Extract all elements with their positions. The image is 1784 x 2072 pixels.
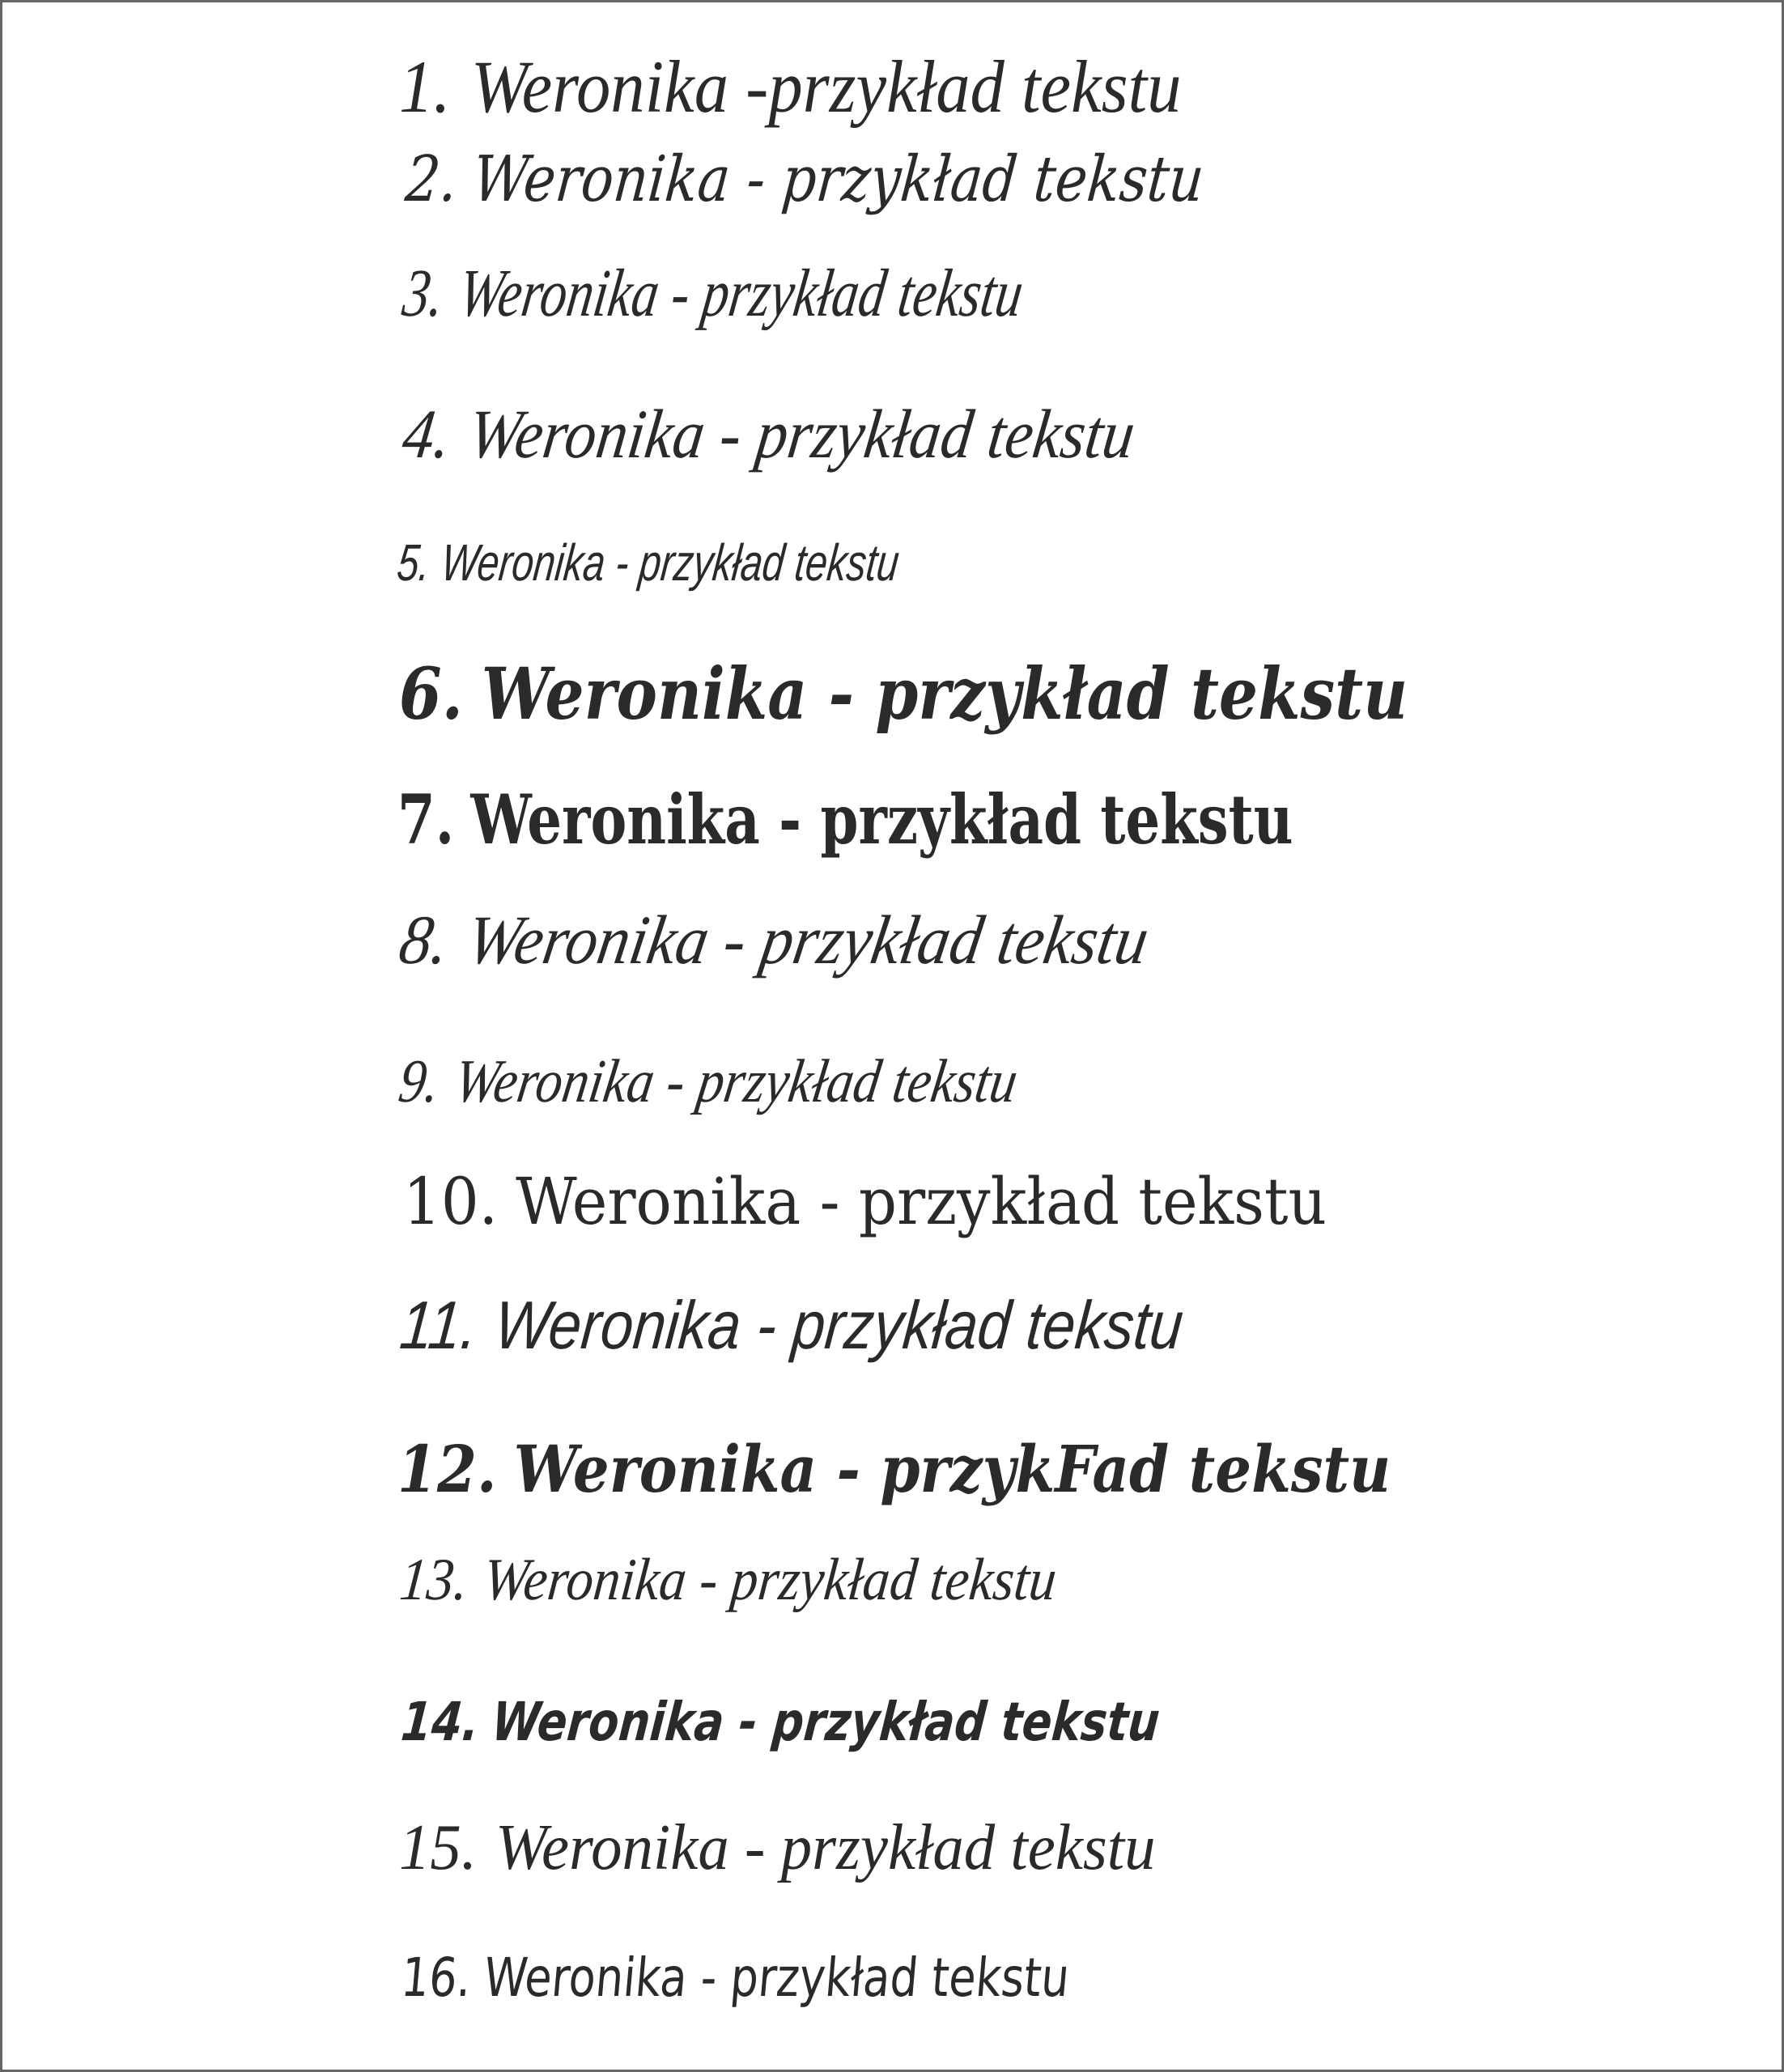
sample-text: Weronika - przykład tekstu xyxy=(516,1164,1327,1239)
sample-text: Weronika - przykład tekstu xyxy=(491,1287,1187,1363)
sample-text: Weronika - przykład tekstu xyxy=(439,533,903,592)
sample-number: 8. xyxy=(394,901,456,979)
sample-text: Weronika - przykład tekstu xyxy=(464,395,1140,473)
sample-number: 10. xyxy=(403,1164,499,1239)
sample-number: 4. xyxy=(398,395,456,473)
font-sample-10 xyxy=(403,1164,1327,1239)
sample-number: 11. xyxy=(397,1287,482,1363)
sample-number: 6. xyxy=(399,652,464,736)
font-sample-16 xyxy=(398,1947,1073,2009)
sample-number: 9. xyxy=(394,1047,445,1115)
font-sample-2 xyxy=(402,143,1208,216)
font-sample-4 xyxy=(398,395,1140,473)
font-sample-1 xyxy=(399,45,1182,128)
sample-text: Weronika - przykład tekstu xyxy=(469,143,1208,216)
font-sample-11 xyxy=(397,1287,1187,1363)
sample-number: 7. xyxy=(397,779,455,860)
sample-number: 5. xyxy=(394,533,434,592)
font-sample-7 xyxy=(397,779,1293,860)
sample-text: Weronika - przykład tekstu xyxy=(480,1547,1060,1613)
sample-number: 13. xyxy=(397,1547,471,1613)
font-sample-14 xyxy=(398,1691,1162,1753)
font-sample-6 xyxy=(399,652,1408,736)
sample-number: 14. xyxy=(398,1691,482,1753)
font-sample-13 xyxy=(397,1547,1060,1613)
sample-number: 16. xyxy=(398,1947,474,2009)
sample-text: Weronika - przykład tekstu xyxy=(470,779,1293,860)
sample-text: Weronika - przykFad tekstu xyxy=(513,1431,1391,1507)
sample-text: Weronika - przykład tekstu xyxy=(450,1047,1022,1115)
font-sample-9 xyxy=(394,1047,1022,1115)
sample-number: 1. xyxy=(399,45,451,128)
sample-text: Weronika - przykład tekstu xyxy=(461,901,1154,979)
sample-number: 12. xyxy=(397,1431,497,1507)
font-sample-15 xyxy=(399,1812,1156,1883)
font-sample-8 xyxy=(394,901,1154,979)
sample-number: 2. xyxy=(402,143,461,216)
sample-text: Weronika -przykład tekstu xyxy=(470,45,1182,128)
sample-number: 15. xyxy=(399,1812,477,1883)
font-sample-3 xyxy=(398,256,1028,331)
sample-text: Weronika - przykład tekstu xyxy=(454,256,1028,331)
font-sample-5 xyxy=(394,533,903,592)
sample-text: Weronika - przykład tekstu xyxy=(489,1691,1162,1753)
sample-text: Weronika - przykład tekstu xyxy=(481,652,1408,736)
font-sample-12 xyxy=(397,1431,1391,1507)
sample-text: Weronika - przykład tekstu xyxy=(495,1812,1156,1883)
sample-number: 3. xyxy=(398,256,449,331)
sample-text: Weronika - przykład tekstu xyxy=(481,1947,1073,2009)
